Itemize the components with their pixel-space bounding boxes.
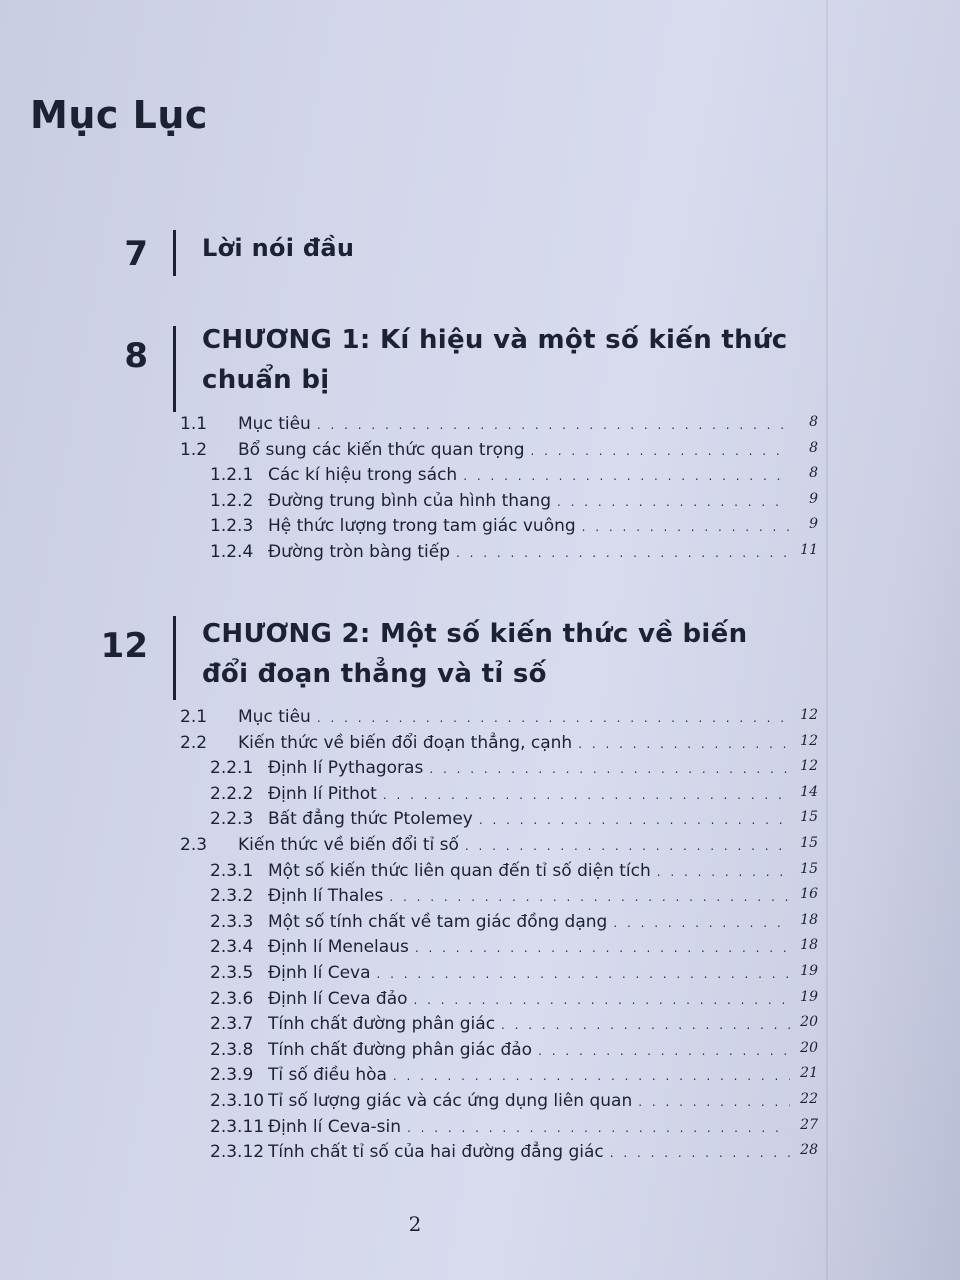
- toc-entry-number: 2.2.3: [210, 809, 254, 830]
- toc-entry-page: 19: [800, 988, 818, 1005]
- chapter-title: Lời nói đầu: [202, 234, 355, 262]
- toc-entry-title: Kiến thức về biến đổi đoạn thẳng, cạnh: [238, 732, 573, 753]
- chapter-title: CHƯƠNG 2: Một số kiến thức về biến đổi đoạn thẳng và tỉ số: [202, 619, 748, 689]
- toc-entry-number: 2.3.2: [210, 886, 254, 907]
- toc-entry[interactable]: [0, 440, 830, 464]
- toc-entry-title: Hệ thức lượng trong tam giác vuông: [268, 516, 576, 536]
- toc-entry-number: 2.3.3: [210, 911, 254, 932]
- toc-entry-number: 1.2.4: [210, 541, 254, 562]
- toc-entry-page: 15: [800, 860, 818, 877]
- toc-entry[interactable]: [0, 516, 830, 540]
- toc-entry[interactable]: [0, 1040, 830, 1064]
- toc-entry-number: 2.3.8: [210, 1039, 254, 1060]
- toc-entry-page: 27: [800, 1116, 818, 1133]
- toc-entry-page: 16: [800, 886, 818, 903]
- toc-entry-number: 2.2.1: [210, 758, 254, 779]
- toc-entry-number: 1.2.1: [210, 465, 254, 485]
- toc-entry[interactable]: [0, 809, 830, 833]
- toc-entry-title: Bất đẳng thức Ptolemey: [268, 809, 473, 830]
- toc-entry-page: 12: [800, 707, 818, 723]
- chapter-page-number: 7: [124, 234, 148, 274]
- toc-entry-number: 1.2.3: [210, 516, 254, 536]
- toc-entry[interactable]: [0, 1142, 830, 1166]
- toc-entry-title: Bổ sung các kiến thức quan trọng: [238, 439, 525, 460]
- dot-leader: [414, 993, 790, 1007]
- toc-entry-title: Định lí Ceva-sin: [268, 1116, 401, 1137]
- dot-leader: [389, 890, 790, 904]
- toc-entry-number: 2.3.7: [210, 1014, 254, 1035]
- toc-entry[interactable]: [0, 414, 830, 438]
- toc-entry[interactable]: [0, 733, 830, 757]
- toc-entry-number: 2.3: [180, 835, 208, 855]
- dot-leader: [657, 865, 790, 879]
- dot-leader: [377, 967, 790, 981]
- dot-leader: [317, 418, 790, 432]
- dot-leader: [501, 1018, 790, 1032]
- toc-entry-page: 8: [809, 439, 818, 456]
- toc-entry-title: Một số tính chất về tam giác đồng dạng: [268, 911, 608, 932]
- chapter-1[interactable]: [0, 318, 830, 408]
- page-number: 2: [408, 1212, 422, 1236]
- toc-entry[interactable]: [0, 963, 830, 987]
- toc-entry-title: Tính chất đường phân giác: [268, 1014, 496, 1035]
- toc-entry-page: 12: [800, 758, 818, 775]
- toc-entry-number: 2.3.5: [210, 963, 254, 983]
- dot-leader: [557, 495, 790, 509]
- toc-entry-page: 9: [809, 516, 818, 532]
- toc-entry-number: 2.3.10: [210, 1091, 265, 1111]
- dot-leader: [578, 737, 790, 751]
- toc-entry[interactable]: [0, 1117, 830, 1141]
- toc-entry[interactable]: [0, 1065, 830, 1089]
- toc-entry-number: 2.3.12: [210, 1142, 265, 1163]
- chapter-divider: [173, 326, 176, 412]
- dot-leader: [531, 444, 790, 458]
- toc-entry[interactable]: [0, 886, 830, 910]
- toc-entry-page: 15: [800, 809, 818, 826]
- toc-entry-page: 11: [800, 541, 818, 558]
- chapter-divider: [173, 230, 176, 276]
- toc-entry-title: Định lí Pythagoras: [268, 758, 424, 779]
- dot-leader: [610, 1146, 790, 1160]
- toc-entry-title: Định lí Thales: [268, 886, 384, 907]
- dot-leader: [429, 762, 790, 776]
- toc-entry[interactable]: [0, 542, 830, 566]
- dot-leader: [393, 1069, 790, 1083]
- dot-leader: [383, 788, 790, 802]
- dot-leader: [538, 1044, 790, 1058]
- toc-entry-title: Mục tiêu: [238, 414, 311, 434]
- toc-entry-title: Tỉ số lượng giác và các ứng dụng liên quan: [268, 1091, 633, 1111]
- chapter-title: CHƯƠNG 1: Kí hiệu và một số kiến thức chuẩn bị: [202, 325, 788, 395]
- toc-entry-number: 2.3.6: [210, 988, 254, 1009]
- toc-entry-number: 2.3.11: [210, 1116, 265, 1137]
- toc-entry-number: 2.3.4: [210, 937, 254, 958]
- dot-leader: [407, 1121, 790, 1135]
- toc-entry[interactable]: [0, 707, 830, 731]
- toc-entry-number: 1.2.2: [210, 490, 254, 511]
- toc-entry[interactable]: [0, 784, 830, 808]
- toc-entry-page: 20: [800, 1039, 818, 1056]
- toc-entry[interactable]: [0, 491, 830, 515]
- toc-entry-page: 21: [800, 1065, 818, 1082]
- toc-entry-page: 15: [800, 835, 818, 851]
- dot-leader: [456, 546, 790, 560]
- toc-entry[interactable]: [0, 758, 830, 782]
- dot-leader: [582, 520, 790, 534]
- toc-entry[interactable]: [0, 465, 830, 489]
- dot-leader: [479, 813, 790, 827]
- toc-entry-title: Định lí Ceva: [268, 963, 371, 983]
- chapter-divider: [173, 616, 176, 700]
- show-through-text: [299, 70, 313, 116]
- toc-entry-title: Một số kiến thức liên quan đến tỉ số diện tích: [268, 860, 651, 881]
- toc-entry-title: Tính chất đường phân giác đảo: [268, 1039, 533, 1060]
- toc-entry[interactable]: [0, 912, 830, 936]
- toc-entry-number: 2.3.9: [210, 1065, 254, 1086]
- toc-entry-number: 2.2: [180, 732, 208, 753]
- toc-entry-title: Các kí hiệu trong sách: [268, 465, 458, 485]
- toc-entry-number: 1.1: [180, 414, 208, 434]
- toc-entry-title: Định lí Menelaus: [268, 937, 409, 958]
- toc-entry[interactable]: [0, 937, 830, 961]
- toc-entry[interactable]: [0, 989, 830, 1013]
- toc-entry-title: Tỉ số điều hòa: [268, 1065, 387, 1086]
- toc-entry-title: Định lí Pithot: [268, 783, 377, 804]
- chapter-page-number: 12: [100, 626, 148, 666]
- toc-entry-title: Định lí Ceva đảo: [268, 988, 408, 1009]
- toc-entry-title: Đường tròn bàng tiếp: [268, 541, 450, 562]
- dot-leader: [415, 941, 790, 955]
- toc-entry-title: Tính chất tỉ số của hai đường đẳng giác: [268, 1142, 604, 1163]
- toc-entry-page: 28: [800, 1142, 818, 1159]
- toc-entry-number: 2.2.2: [210, 783, 254, 804]
- toc-entry-number: 2.1: [180, 707, 208, 727]
- toc-heading: Mục Lục: [30, 93, 208, 137]
- toc-entry-page: 19: [800, 963, 818, 979]
- dot-leader: [465, 839, 790, 853]
- toc-entry-page: 8: [809, 465, 818, 481]
- dot-leader: [638, 1095, 790, 1109]
- toc-entry-page: 18: [800, 937, 818, 954]
- toc-entry-page: 9: [809, 490, 818, 507]
- toc-entry-title: Kiến thức về biến đổi tỉ số: [238, 835, 459, 855]
- chapter-preface[interactable]: [0, 222, 830, 282]
- toc-entry-page: 18: [800, 911, 818, 928]
- toc-entry-number: 1.2: [180, 439, 208, 460]
- toc-entry-page: 22: [800, 1091, 818, 1107]
- dot-leader: [613, 916, 790, 930]
- chapter-2[interactable]: [0, 612, 830, 702]
- toc-entry[interactable]: [0, 835, 830, 859]
- toc-entry-title: Mục tiêu: [238, 707, 311, 727]
- toc-entry-page: 12: [800, 732, 818, 749]
- dot-leader: [317, 711, 790, 725]
- toc-entry[interactable]: [0, 861, 830, 885]
- toc-entry[interactable]: [0, 1014, 830, 1038]
- toc-entry-title: Đường trung bình của hình thang: [268, 490, 551, 511]
- toc-entry-page: 14: [800, 783, 818, 800]
- toc-entry[interactable]: [0, 1091, 830, 1115]
- chapter-page-number: 8: [124, 336, 148, 376]
- toc-entry-number: 2.3.1: [210, 860, 254, 881]
- toc-entry-page: 20: [800, 1014, 818, 1031]
- toc-entry-page: 8: [809, 414, 818, 430]
- dot-leader: [463, 469, 790, 483]
